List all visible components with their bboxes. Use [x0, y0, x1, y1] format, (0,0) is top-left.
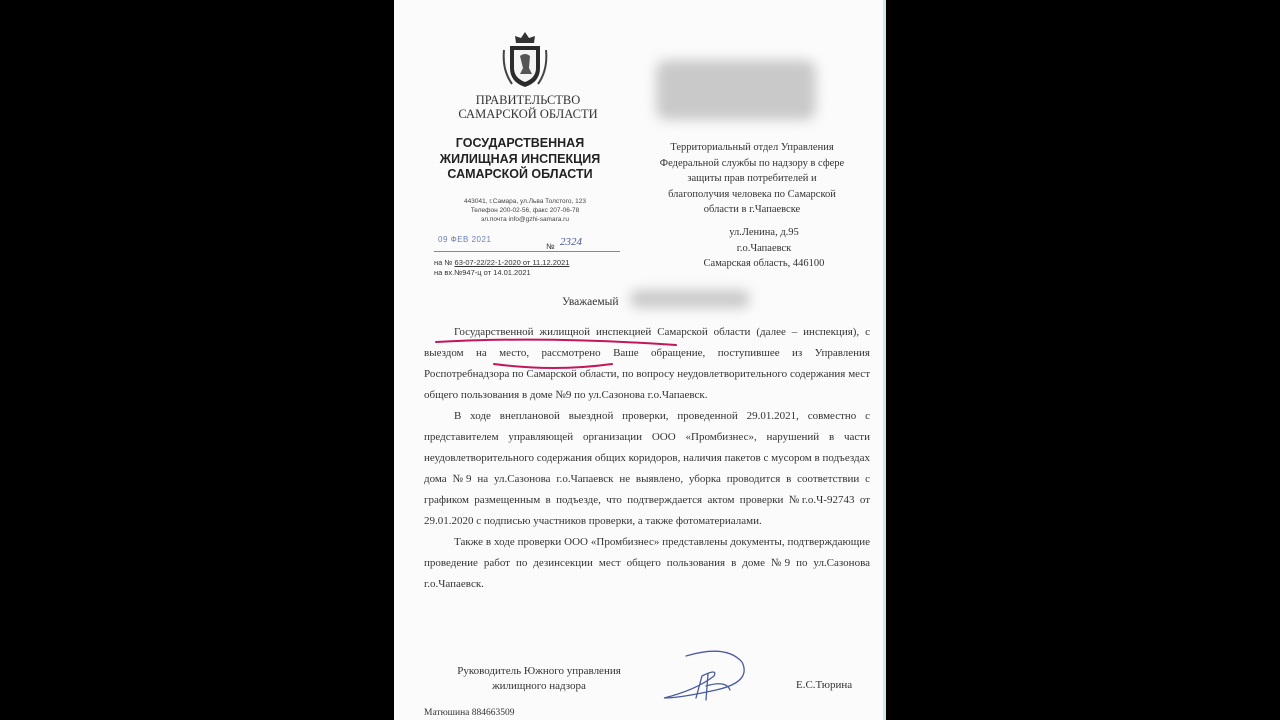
letter-page — [394, 0, 886, 720]
insp-line-3: САМАРСКОЙ ОБЛАСТИ — [447, 167, 593, 181]
paragraph-1: Государственной жилищной инспекцией Самарской области (далее – инспекция), с выездом на место, рассмотрено Ваше обращение, поступившее из Управления Роспотребнадзора по Самарской области, по вопросу неудовлетворительного содержания мест общего пользования в доме №9 по ул.Сазонова г.о.Чапаевск. — [424, 326, 870, 401]
insp-line-1: ГОСУДАРСТВЕННАЯ — [455, 136, 585, 150]
signature-icon — [656, 646, 752, 708]
reference-line-2: на вх.№947-ц от 14.01.2021 — [434, 268, 531, 277]
recipient-addr-1: ул.Ленина, д.95 — [729, 227, 799, 238]
paragraph-3: Также в ходе проверки ООО «Промбизнес» представлены документы, подтверждающие проведение работ по дезинсекции мест общего пользования в доме №9 по ул.Сазонова г.о.Чапаевск. — [424, 536, 870, 590]
signer-position — [444, 664, 634, 694]
salutation: Уважаемый — [562, 296, 619, 308]
highlighted-inspection-text: Государственной жилищной — [454, 326, 591, 338]
recipient-addr-2: г.о.Чапаевск — [736, 242, 792, 254]
outgoing-number: 2324 — [560, 236, 582, 248]
marker-underlines — [394, 0, 886, 720]
date-stamp: 09 ФЕВ 2021 — [438, 235, 492, 244]
executor-note: Матюшина 884663509 — [424, 708, 515, 718]
insp-line-2: ЖИЛИЩНАЯ ИНСПЕКЦИЯ — [439, 151, 601, 166]
addr-line-1: 443041, г.Самара, ул.Льва Толстого, 123 — [464, 198, 586, 205]
reference-line-1: на № 63-07-22/22-1-2020 от 11.12.2021 — [434, 258, 570, 267]
signer-line-2: жилищного надзора — [492, 680, 586, 692]
highlighted-onsite-text: с выездом на место, — [424, 326, 870, 359]
number-label: № — [546, 242, 555, 251]
addr-line-3: эл.почта info@gzhi-samara.ru — [481, 216, 569, 223]
signer-line-1: Руководитель Южного управления — [457, 665, 621, 677]
recipient-line-3: защиты прав потребителей и — [687, 173, 817, 184]
recipient-addr-3: Самарская область, 446100 — [703, 258, 825, 269]
paragraph-2: В ходе внеплановой выездной проверки, проведенной 29.01.2021, совместно с представителем управляющей организации ООО «Промбизнес», нарушений в части неудовлетворительного содержания общих коридоров, наличия пакетов с мусором в подъездах дома №9 на ул.Сазонова г.о.Чапаевск не выявлено, уборка проводится в соответствии с графиком размещенным в подъезде, что подтверждается актом проверки №г.о.Ч-92743 от 29.01.2020 с подписью участников проверки, а также фотоматериалами. — [424, 410, 870, 527]
recipient-line-1: Территориальный отдел Управления — [670, 142, 834, 153]
gov-line-2: САМАРСКОЙ ОБЛАСТИ — [458, 107, 598, 121]
addr-line-2: Телефон 200-02-56, факс 207-06-78 — [470, 207, 580, 214]
recipient-line-2: Федеральной службы по надзору в сфере — [659, 157, 845, 169]
gov-line-1: ПРАВИТЕЛЬСТВО — [475, 93, 581, 107]
recipient-line-5: области в г.Чапаевске — [703, 204, 801, 215]
signer-name: Е.С.Тюрина — [796, 679, 853, 691]
recipient-line-4: благополучия человека по Самарской — [668, 188, 836, 200]
